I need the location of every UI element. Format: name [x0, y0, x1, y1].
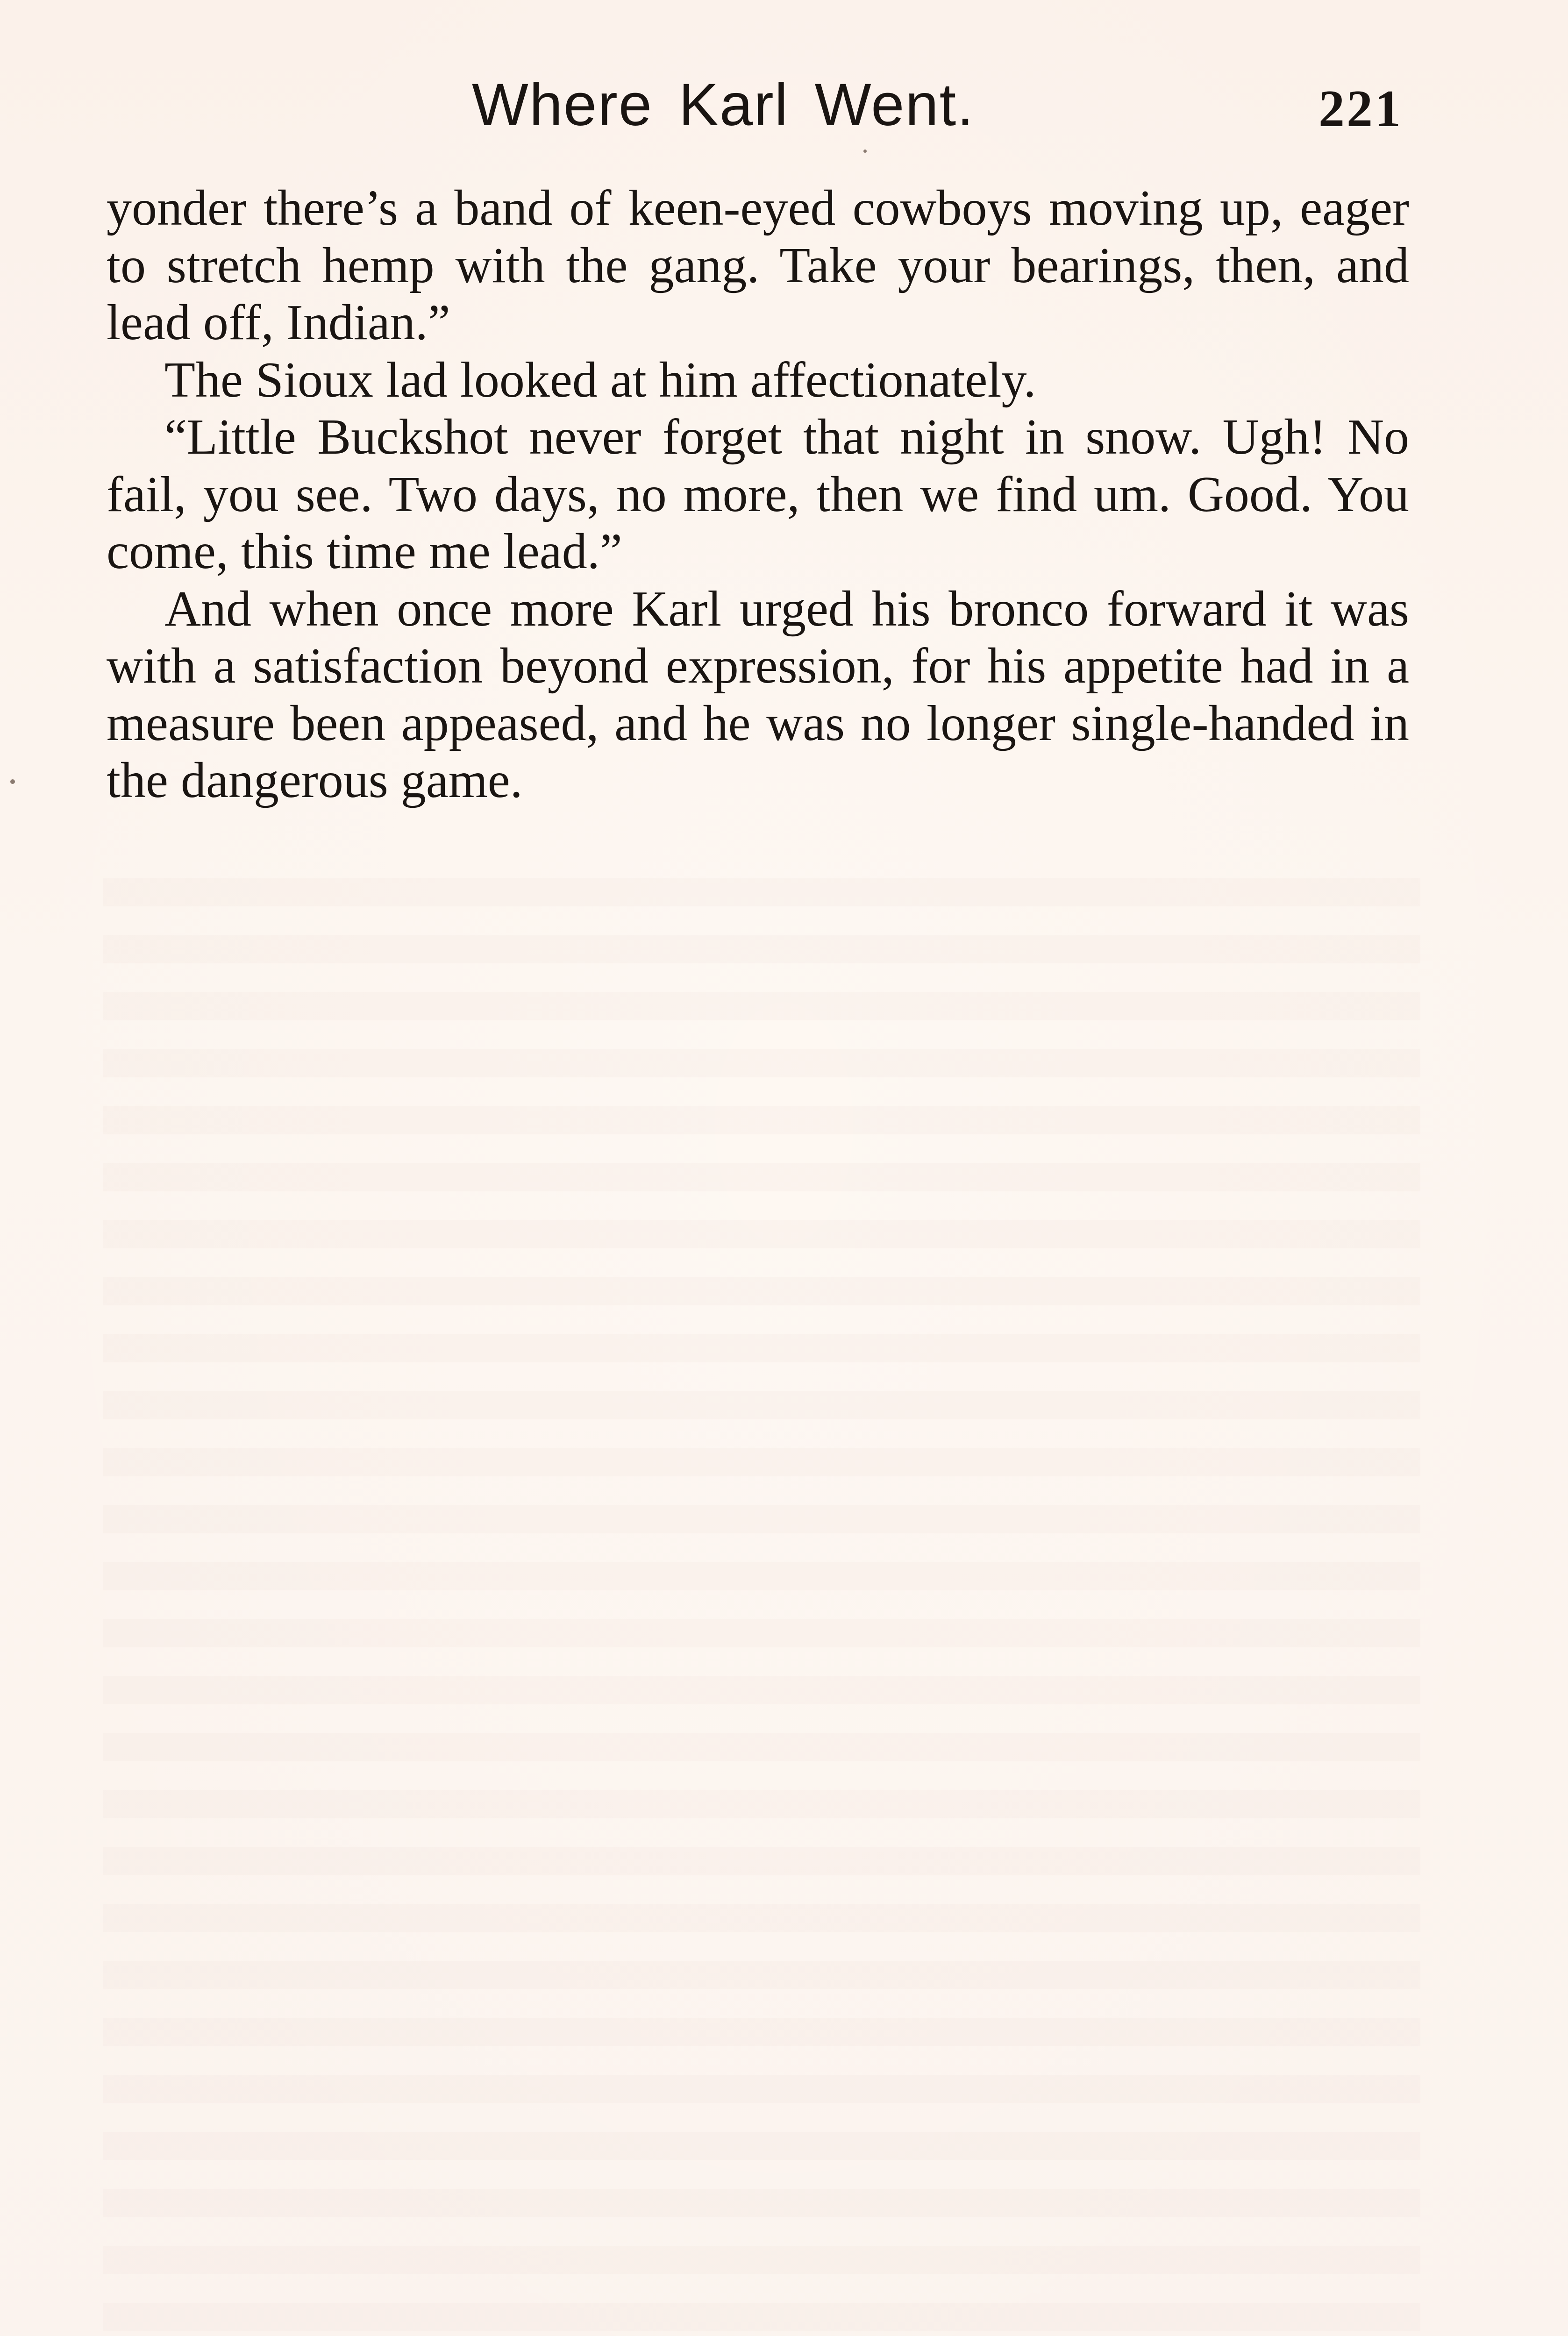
paragraph-2: The Sioux lad looked at him affectionately. — [164, 352, 1036, 408]
paragraph-3: “Little Buckshot never forget that night in snow. Ugh! No fail, you see. Two days, no more, then we find um. Good. You come, this time me lead.” — [107, 409, 1409, 579]
running-title: Where Karl Went. — [472, 71, 975, 138]
paper-speck — [863, 150, 867, 153]
page-number: 221 — [1319, 80, 1403, 138]
body-text — [107, 180, 1409, 810]
paragraph-1: yonder there’s a band of keen-eyed cowboys moving up, eager to stretch hemp with the gang. Take your bearings, then, and lead off, Indian.” — [107, 180, 1409, 350]
paper-speck — [10, 779, 15, 784]
paragraph-4: And when once more Karl urged his bronco forward it was with a satisfaction beyond expression, for his appetite had in a measure been appeased, and he was no longer single-handed in the dangerous game. — [107, 581, 1409, 808]
page-header — [0, 70, 1568, 140]
show-through-text — [103, 878, 1420, 2336]
